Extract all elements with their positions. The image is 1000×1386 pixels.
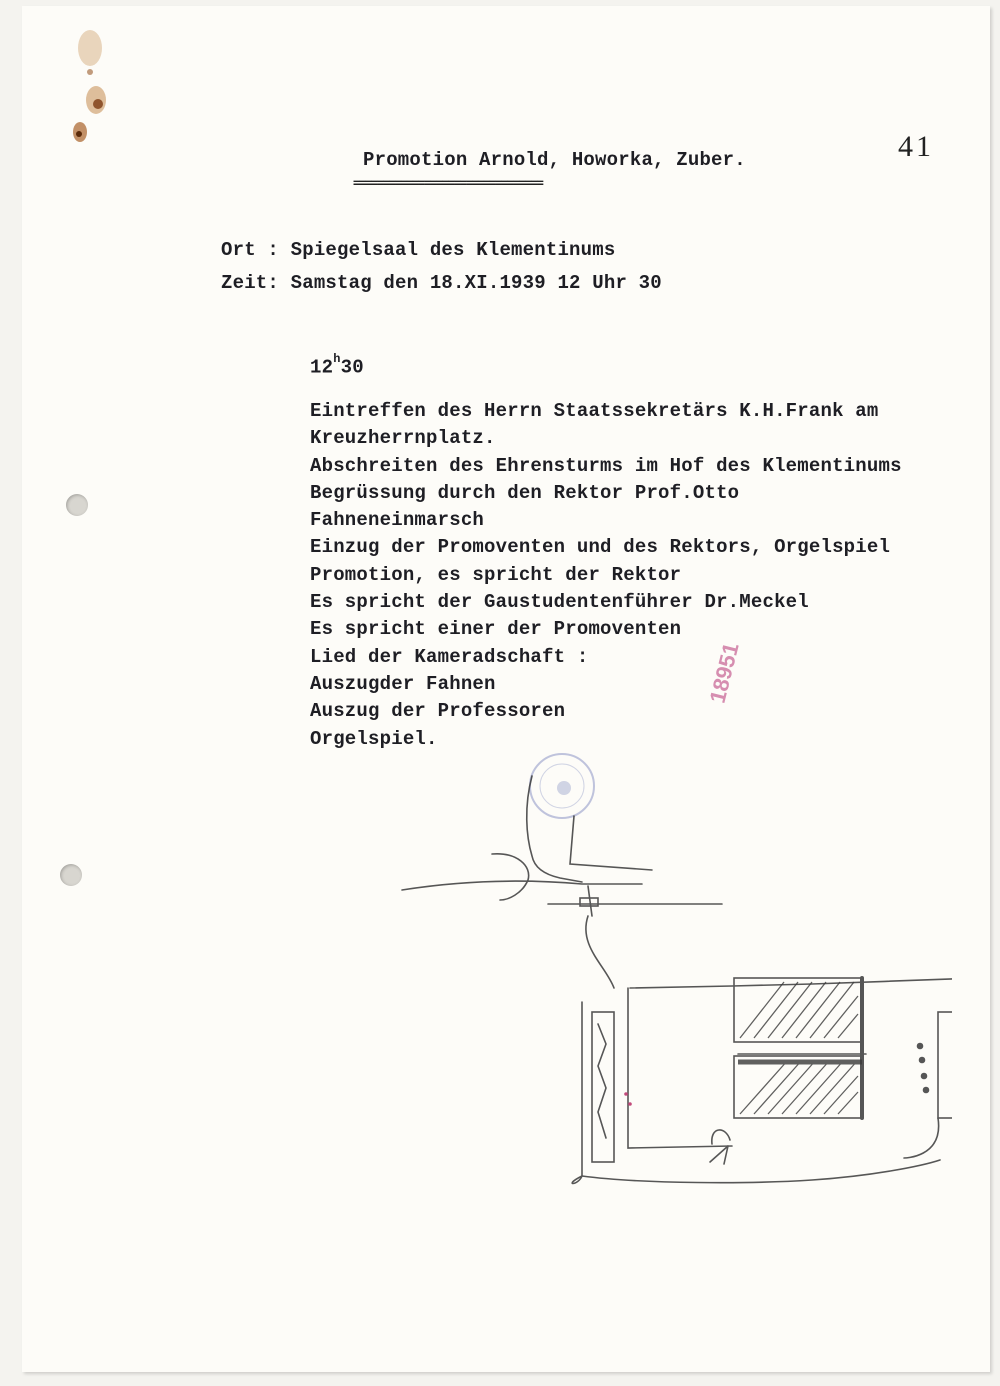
start-time-minutes: 30 bbox=[340, 356, 364, 379]
document-title: Promotion Arnold, Howorka, Zuber. bbox=[363, 149, 746, 171]
agenda-item: Promotion, es spricht der Rektor bbox=[310, 563, 682, 586]
archive-stamp-number: 18951 bbox=[704, 640, 744, 706]
rust-stain bbox=[60, 20, 120, 150]
title-underline: ================================ bbox=[353, 176, 543, 190]
punch-hole-bottom bbox=[60, 864, 82, 886]
place-line: Ort : Spiegelsaal des Klementinums bbox=[221, 239, 616, 261]
agenda-item: Auszugder Fahnen bbox=[310, 672, 496, 695]
agenda-item: Eintreffen des Herrn Staatssekretärs K.H.Frank am bbox=[310, 400, 879, 422]
agenda-item: Abschreiten des Ehrensturms im Hof des Klementinums bbox=[310, 454, 902, 477]
start-time-superscript: h bbox=[333, 352, 341, 366]
agenda-item: Fahneneinmarsch bbox=[310, 509, 485, 532]
agenda-item: Kreuzherrnplatz. bbox=[310, 427, 496, 450]
page-number: 41 bbox=[898, 130, 934, 163]
start-time-hour: 12 bbox=[310, 356, 334, 379]
time-line: Zeit: Samstag den 18.XI.1939 12 Uhr 30 bbox=[221, 272, 662, 294]
agenda-item: Lied der Kameradschaft : bbox=[310, 645, 589, 668]
agenda-item: Es spricht der Gaustudentenführer Dr.Meckel bbox=[310, 591, 809, 614]
start-time bbox=[310, 352, 364, 379]
agenda-item: Es spricht einer der Promoventen bbox=[310, 618, 682, 641]
floor-plan-sketch bbox=[392, 766, 952, 1186]
agenda-item: Orgelspiel. bbox=[310, 727, 438, 750]
agenda-item: Auszug der Professoren bbox=[310, 700, 566, 723]
agenda-item: Begrüssung durch den Rektor Prof.Otto bbox=[310, 481, 740, 504]
document-page bbox=[22, 6, 990, 1372]
agenda-list bbox=[310, 398, 902, 753]
agenda-item: Einzug der Promoventen und des Rektors, Orgelspiel bbox=[310, 536, 891, 559]
punch-hole-top bbox=[66, 494, 88, 516]
